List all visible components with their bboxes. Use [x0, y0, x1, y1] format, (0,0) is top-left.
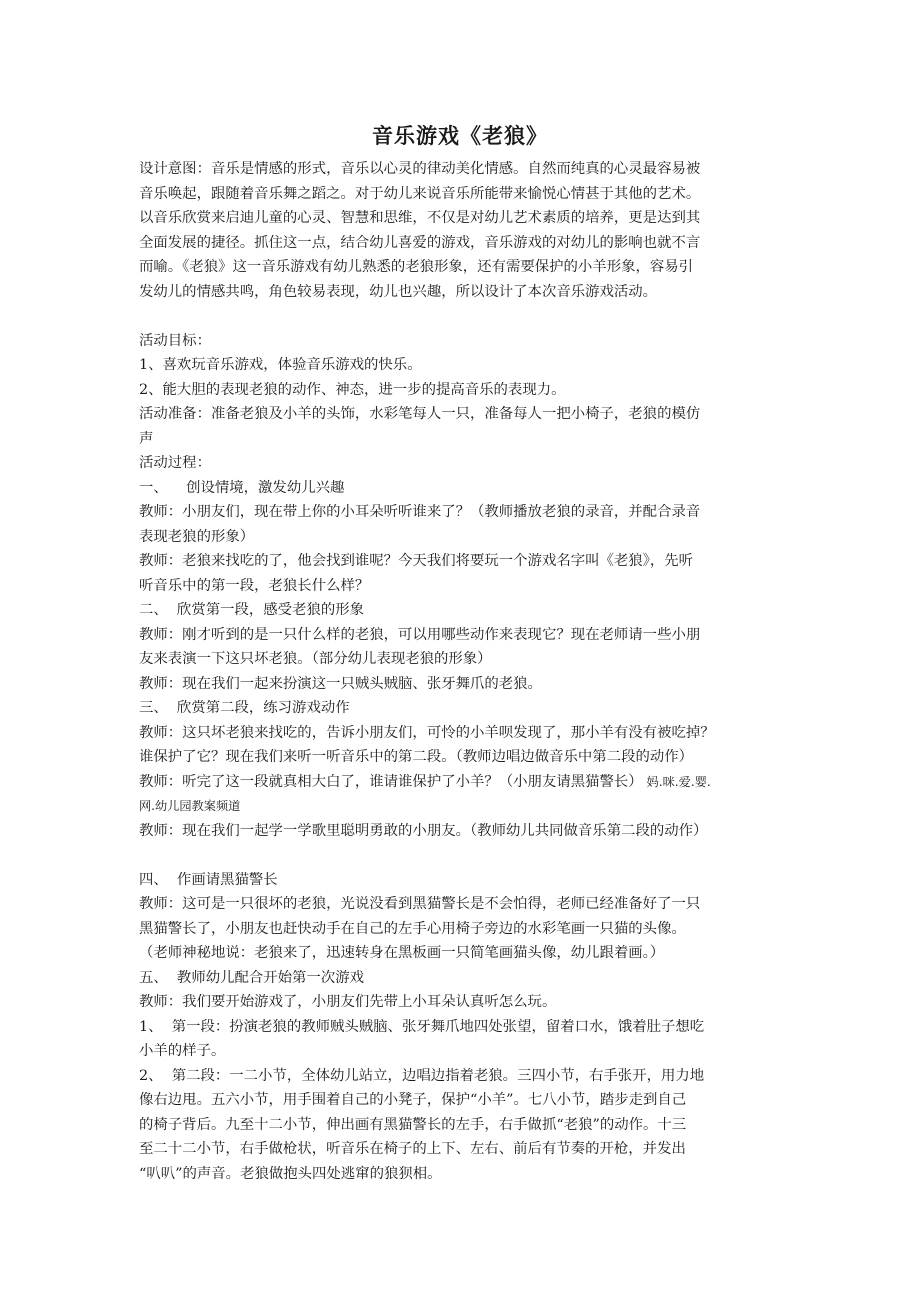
text-line: 而喻。《老狼》这一音乐游戏有幼儿熟悉的老狼形象，还有需要保护的小羊形象，容易引: [139, 259, 694, 275]
text-line: 教师：现在我们一起来扮演这一只贼头贼脑、张牙舞爪的老狼。: [139, 675, 542, 692]
text-line: 网.幼儿园教案频道: [139, 799, 241, 813]
page-title: 音乐游戏《老狼》: [372, 123, 548, 148]
text-line: 听音乐中的第一段，老狼长什么样？: [139, 577, 370, 594]
text-line: 以音乐欣赏来启迪儿童的心灵、智慧和思维，不仅是对幼儿艺术素质的培养，更是达到其: [139, 210, 701, 226]
text-line: 音乐唤起，跟随着音乐舞之蹈之。对于幼儿来说音乐所能带来愉悦心情甚于其他的艺术。: [139, 185, 701, 202]
text-line: 教师：老狼来找吃的了，他会找到谁呢？今天我们将要玩一个游戏名字叫《老狼》，先听: [139, 553, 694, 569]
text-line: 小羊的样子。: [139, 1043, 226, 1059]
text-line: 全面发展的捷径。抓住这一点，结合幼儿喜爱的游戏，音乐游戏的对幼儿的影响也就不言: [139, 234, 701, 251]
text-line: 活动准备：准备老狼及小羊的头饰，水彩笔每人一只，准备每人一把小椅子，老狼的模仿: [139, 406, 701, 422]
text-line: 至二十二小节，右手做枪状，听音乐在椅子的上下、左右、前后有节奏的开枪，并发出: [139, 1141, 686, 1157]
text-line: 设计意图：音乐是情感的形式，音乐以心灵的律动美化情感。自然而纯真的心灵最容易被: [139, 161, 701, 177]
inline-note: 妈.咪.爱.婴.: [642, 774, 711, 789]
text-line: （老师神秘地说：老狼来了，迅速转身在黑板画一只简笔画猫头像，幼儿跟着画。）: [139, 945, 665, 961]
step-heading: 一、 创设情境，激发幼儿兴趣: [139, 479, 345, 496]
text-line: 的椅子背后。九至十二小节，伸出画有黑猫警长的左手，右手做抓“老狼”的动作。十三: [139, 1116, 687, 1133]
text-line: 教师：小朋友们，现在带上你的小耳朵听听谁来了？（教师播放老狼的录音，并配合录音: [139, 504, 701, 520]
step-heading: 五、 教师幼儿配合开始第一次游戏: [139, 969, 365, 986]
step-heading: 四、 作画请黑猫警长: [139, 871, 278, 888]
text-line: 友来表演一下这只坏老狼。（部分幼儿表现老狼的形象）: [139, 651, 492, 667]
text-line: 声: [139, 430, 154, 447]
step-heading: 三、 欣赏第二段，练习游戏动作: [139, 700, 350, 716]
text-line-with-note: [139, 770, 799, 795]
text-line: 教师：这可是一只很坏的老狼，光说没看到黑猫警长是不会怕得，老师已经准备好了一只: [139, 896, 701, 912]
text-line: 像右边甩。五六小节，用手围着自己的小凳子，保护“小羊”。七八小节，踏步走到自己: [139, 1092, 687, 1108]
section-heading: 活动过程：: [139, 455, 211, 471]
text-line: 黑猫警长了，小朋友也赶快动手在自己的左手心用椅子旁边的水彩笔画一只猫的头像。: [139, 920, 686, 937]
text-line: 表现老狼的形象）: [139, 528, 255, 545]
document-body: [139, 157, 799, 1186]
text-line: 教师：我们要开始游戏了，小朋友们先带上小耳朵认真听怎么玩。: [139, 994, 557, 1010]
text-line: 2、 第二段：一二小节，全体幼儿站立，边唱边指着老狼。三四小节，右手张开，用力地: [139, 1067, 705, 1084]
text-fragment: 教师：听完了这一段就真相大白了，谁请谁保护了小羊？（小朋友请黑猫警长）: [139, 773, 643, 790]
section-heading: 活动目标：: [139, 332, 211, 349]
text-line: 1、 第一段：扮演老狼的教师贼头贼脑、张牙舞爪地四处张望，留着口水，饿着肚子想吃: [139, 1018, 705, 1035]
text-line: 教师：现在我们一起学一学歌里聪明勇敢的小朋友。（教师幼儿共同做音乐第二段的动作）: [139, 822, 708, 839]
blank-line: [139, 843, 799, 868]
blank-line: [139, 304, 799, 329]
step-heading: 二、 欣赏第一段，感受老狼的形象: [139, 602, 365, 618]
text-line: 谁保护了它？现在我们来听一听音乐中的第二段。（教师边唱边做音乐中第二段的动作）: [139, 749, 694, 765]
text-line: 发幼儿的情感共鸣，角色较易表现，幼儿也兴趣，所以设计了本次音乐游戏活动。: [139, 283, 658, 300]
text-line: “叭叭”的声音。老狼做抱头四处逃窜的狼狈相。: [139, 1165, 442, 1182]
text-line: 1、喜欢玩音乐游戏，体验音乐游戏的快乐。: [139, 357, 422, 373]
text-line: 2、能大胆的表现老狼的动作、神态，进一步的提高音乐的表现力。: [139, 381, 566, 398]
text-line: 教师：这只坏老狼来找吃的，告诉小朋友们，可怜的小羊呗发现了，那小羊有没有被吃掉？: [139, 724, 715, 741]
text-line: 教师：刚才听到的是一只什么样的老狼，可以用哪些动作来表现它？现在老师请一些小朋: [139, 626, 701, 643]
